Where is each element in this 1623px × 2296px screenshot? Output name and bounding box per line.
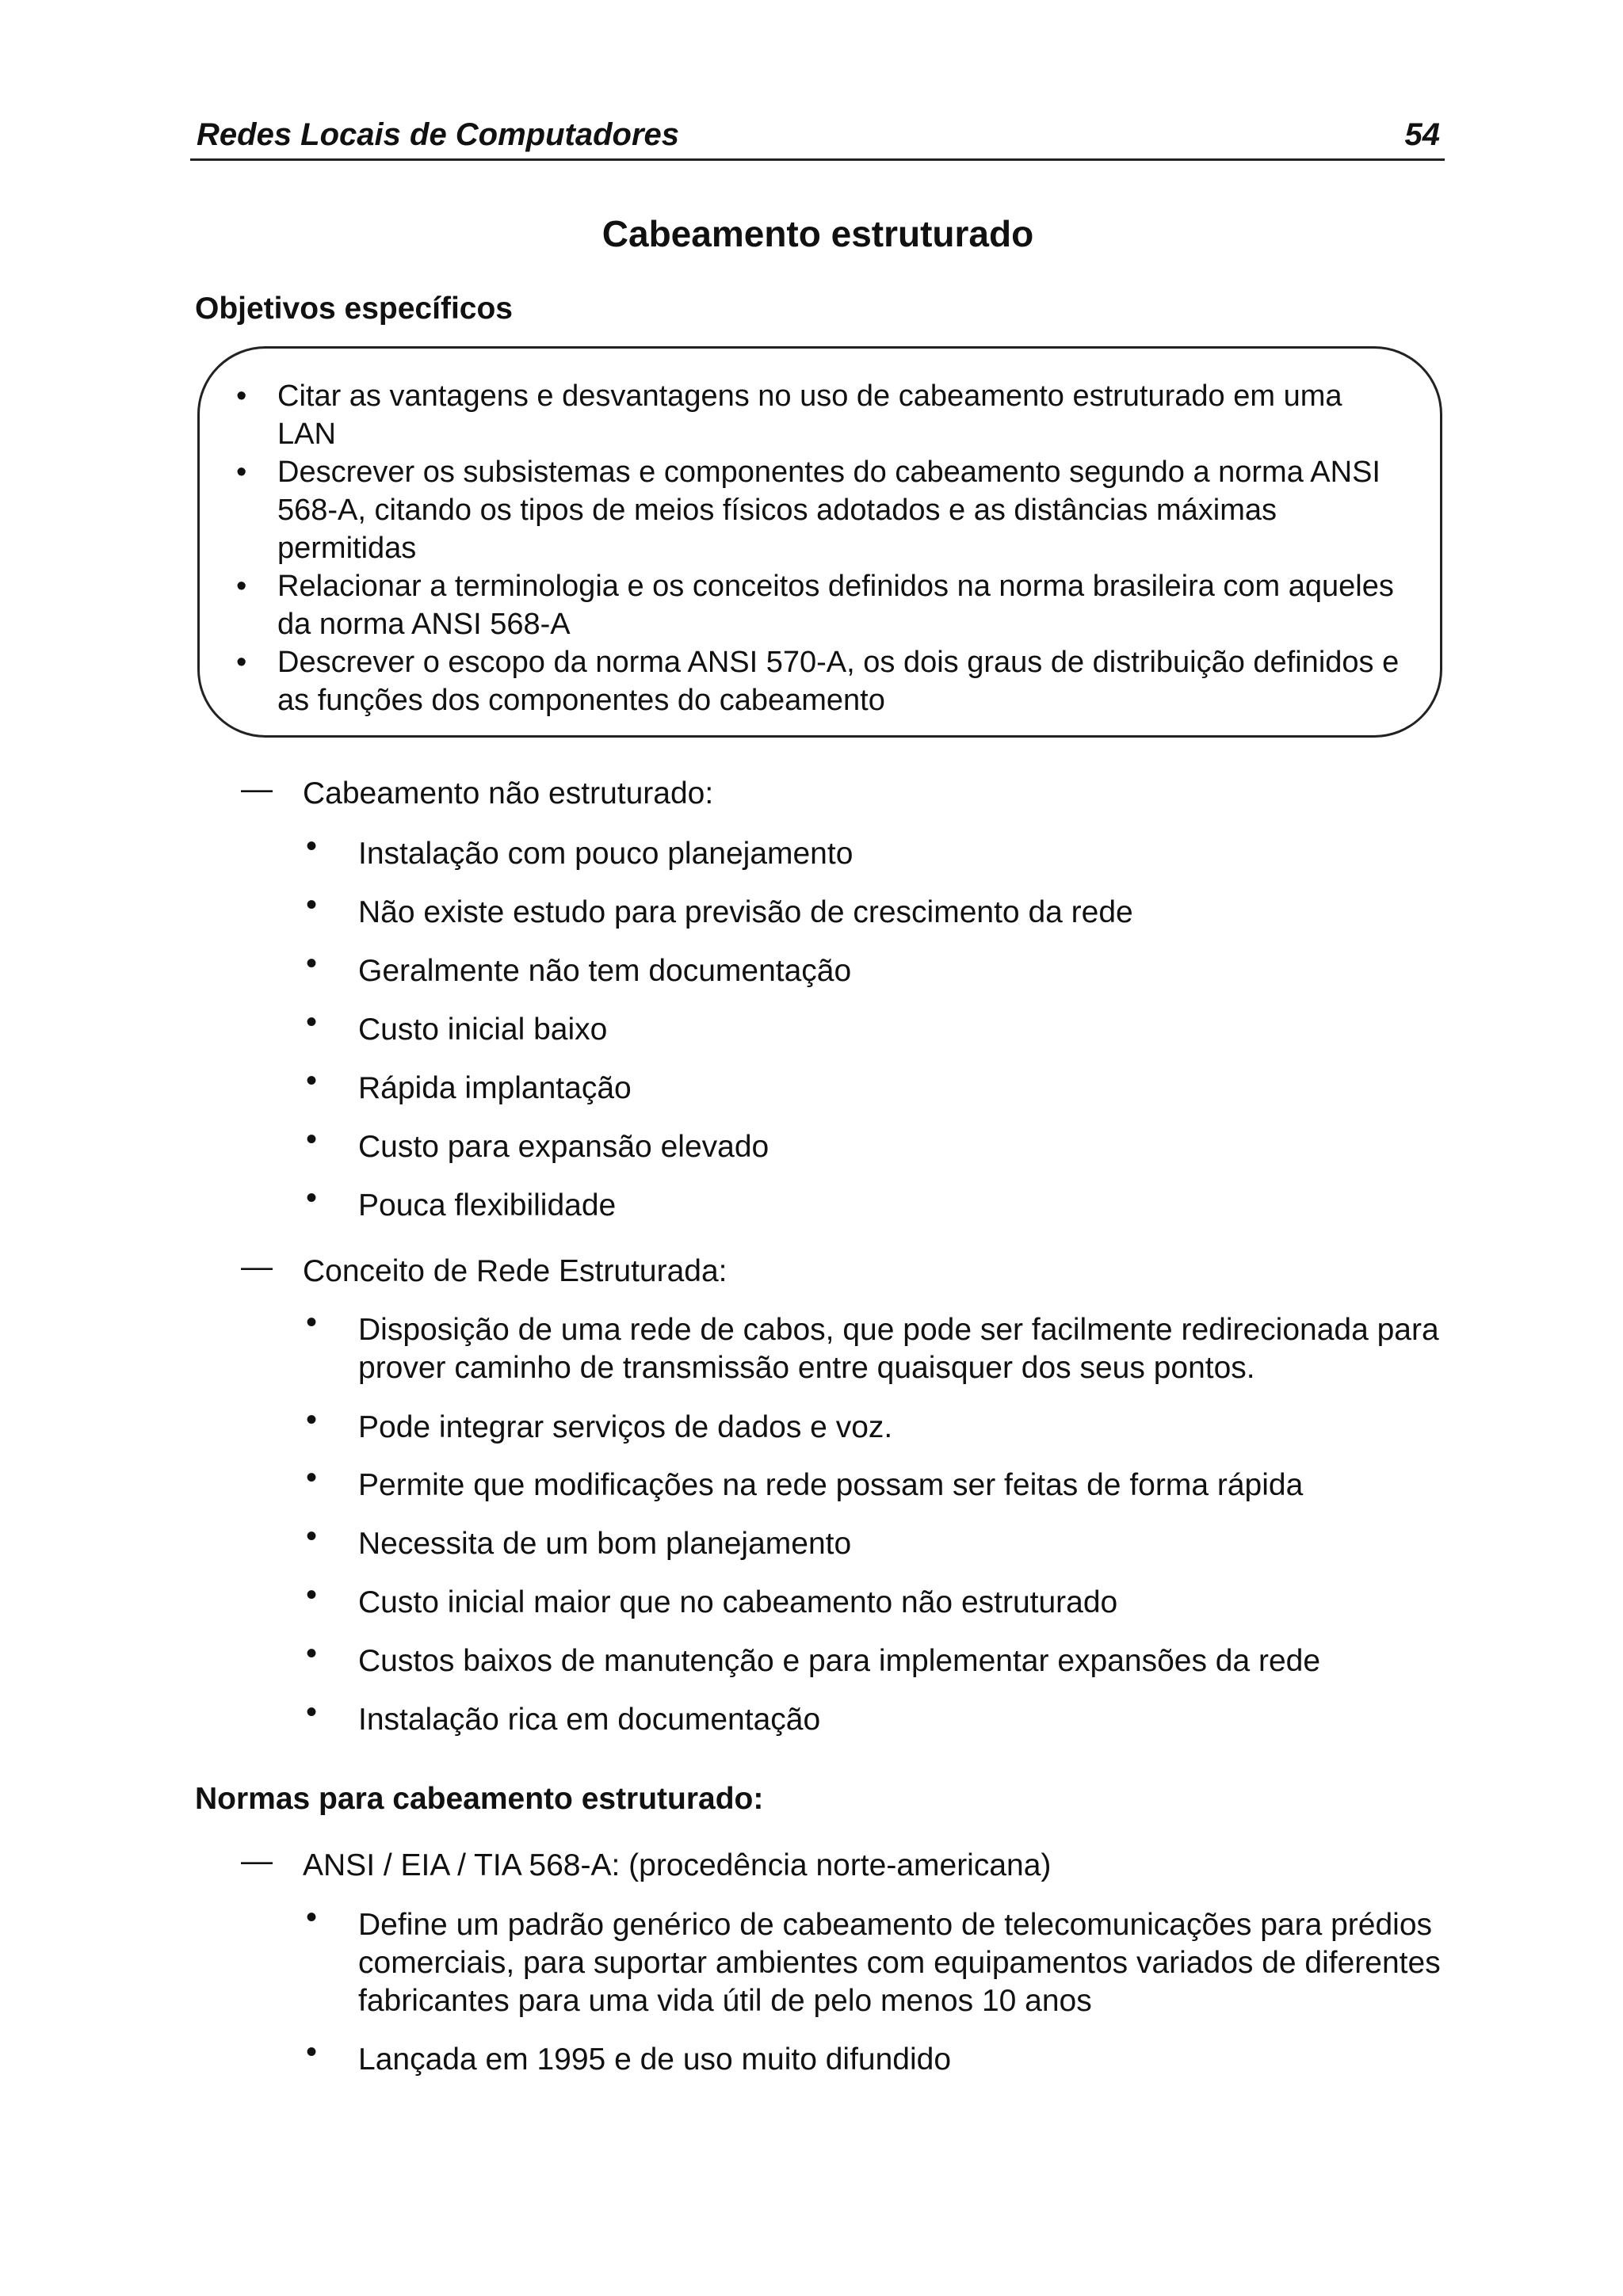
- bullet-icon: •: [306, 829, 318, 864]
- section-title: Cabeamento estruturado: [601, 213, 1034, 254]
- objective-item: • Descrever os subsistemas e componentes do cabeamento segundo a norma ANSI 568-A, citando os tipos de meios físicos adotados e as distâncias máximas permitidas: [236, 456, 1381, 565]
- objectives-list: [200, 377, 1440, 719]
- dash-icon: —: [241, 1844, 273, 1878]
- bullet-icon: •: [306, 1460, 318, 1495]
- bullet-icon: •: [306, 946, 318, 981]
- bullet-icon: •: [306, 1636, 318, 1671]
- bullet-icon: •: [306, 1122, 318, 1157]
- objectives-heading: Objetivos específicos: [195, 292, 513, 326]
- bullet-icon: •: [306, 1063, 318, 1098]
- unstructured-cabling-label: Cabeamento não estruturado:: [303, 776, 714, 810]
- book-title: Redes Locais de Computadores: [197, 117, 680, 152]
- objectives-box: [197, 346, 1442, 738]
- page-number: 54: [1404, 117, 1440, 152]
- bullet-icon: •: [306, 1180, 318, 1215]
- dash-icon: —: [241, 1249, 273, 1284]
- bullet-icon: •: [306, 1900, 318, 1935]
- norms-heading: Normas para cabeamento estruturado:: [195, 1782, 764, 1816]
- structured-network-label: Conceito de Rede Estruturada:: [303, 1254, 727, 1288]
- bullet-icon: •: [306, 1577, 318, 1612]
- bullet-icon: •: [306, 1519, 318, 1554]
- bullet-icon: •: [306, 2035, 318, 2069]
- objective-item: • Relacionar a terminologia e os conceitos definidos na norma brasileira com aqueles da norma ANSI 568-A: [236, 570, 1394, 641]
- bullet-icon: •: [306, 887, 318, 922]
- bullet-icon: •: [306, 1695, 318, 1730]
- ansi-norm-label: ANSI / EIA / TIA 568-A: (procedência norte-americana): [303, 1848, 1052, 1882]
- objective-item: • Descrever o escopo da norma ANSI 570-A, os dois graus de distribuição definidos e as funções dos componentes do cabeamento: [236, 646, 1400, 717]
- objective-item: • Citar as vantagens e desvantagens no uso de cabeamento estruturado em uma LAN: [236, 379, 1342, 451]
- bullet-icon: •: [306, 1402, 318, 1437]
- page-header: [190, 111, 1445, 161]
- bullet-icon: •: [306, 1305, 318, 1340]
- bullet-icon: •: [306, 1005, 318, 1039]
- dash-icon: —: [241, 772, 273, 807]
